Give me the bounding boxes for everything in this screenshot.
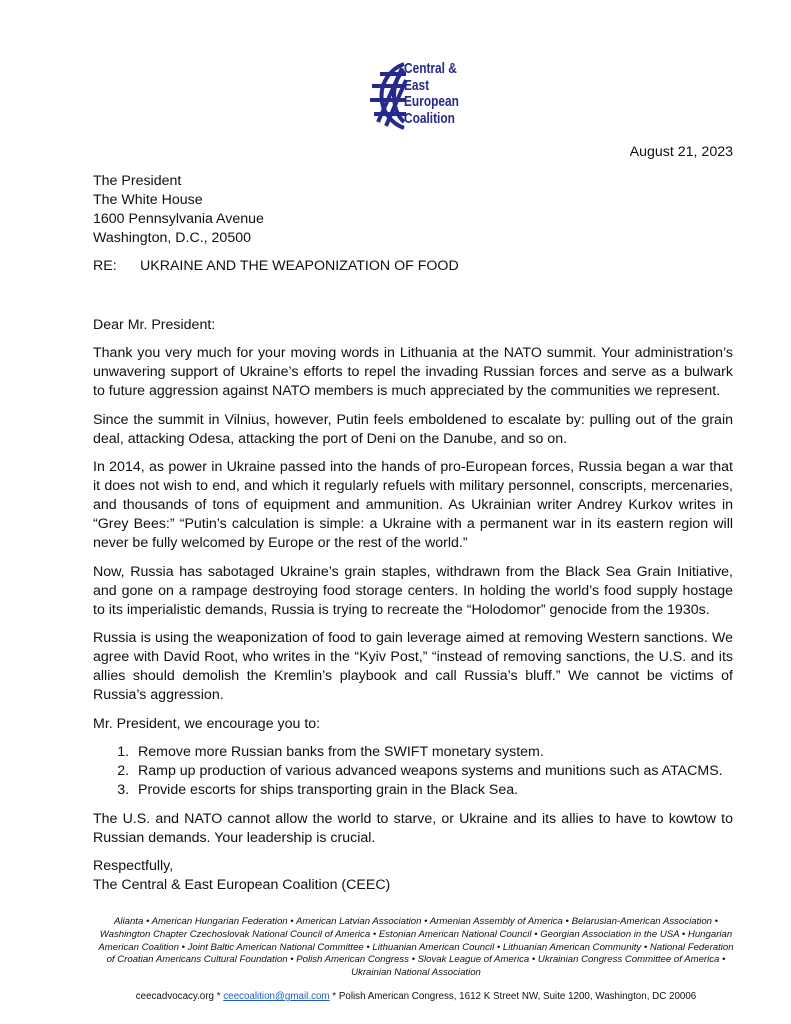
re-label: RE: (93, 258, 117, 274)
member-organizations: Alianta • American Hungarian Federation • American Latvian Association • Armenian Assembly of America • Belarusian-American Association • Washington Chapter Czechoslovak National Council of America • Estonian American National Council • Georgian Association in the USA • Hungarian American Coalition • Joint Baltic American National Committee • Lithuanian American Council • Lithuanian American Community • National Federation of Croatian Americans Cultural Foundation • Polish American Congress • Slovak League of America • Ukrainian Congress Committee of America • Ukrainian National Association (98, 916, 734, 979)
signoff: Respectfully, (93, 858, 174, 874)
email-link[interactable]: ceecoalition@gmail.com (223, 991, 330, 1002)
request-list (93, 743, 733, 800)
signature: The Central & East European Coalition (CEEC) (93, 877, 391, 893)
logo-line: Central & (404, 61, 457, 77)
closing-paragraph: The U.S. and NATO cannot allow the world to starve, or Ukraine and its allies to have to kowtow to Russian demands. Your leadership is crucial. (93, 810, 733, 846)
separator: * (213, 991, 224, 1002)
letter-body (93, 316, 733, 895)
logo-line: East (404, 77, 430, 94)
paragraph: Thank you very much for your moving words in Lithuania at the NATO summit. Your administration’s unwavering support of Ukraine’s efforts to repel the invading Russian forces and serve as a bulwark to future aggression against NATO members is much appreciated by the communities we represent. (93, 345, 733, 399)
paragraph: Mr. President, we encourage you to: (93, 715, 321, 732)
request-item: 1. Remove more Russian banks from the SWIFT monetary system. (133, 743, 733, 762)
postal-address: Polish American Congress, 1612 K Street NW, Suite 1200, Washington, DC 20006 (338, 991, 697, 1002)
re-subject: UKRAINE AND THE WEAPONIZATION OF FOOD (140, 258, 459, 274)
logo-text (404, 61, 459, 127)
address-line: The President (93, 173, 182, 189)
address-line: The White House (93, 192, 203, 208)
website-link: ceecadvocacy.org (135, 991, 214, 1002)
paragraph: In 2014, as power in Ukraine passed into the hands of pro-European forces, Russia began a war that it does not wish to end, and which it regularly refuels with military personnel, conscripts, mercenaries, and thousands of tons of equipment and ammunition. As Ukrainian writer Andrey Kurkov writes in “Grey Bees:” “Putin’s calculation is simple: a Ukraine with a permanent war in its eastern region will never be fully welcomed by Europe or the rest of the world.” (93, 459, 733, 551)
logo-line: Coalition (404, 110, 455, 127)
contact-line (96, 991, 736, 1002)
recipient-address (93, 172, 733, 248)
ceec-logo (366, 58, 466, 136)
request-item: 2. Ramp up production of various advanced weapons systems and munitions such as ATACMS. (133, 762, 733, 781)
paragraph: Russia is using the weaponization of food to gain leverage aimed at removing Western sanctions. We agree with David Root, who writes in the “Kyiv Post,” “instead of removing sanctions, the U.S. and its allies should demolish the Kremlin’s playbook and call Russia’s bluff.” We cannot be victims of Russia’s aggression. (93, 630, 733, 703)
separator: * (329, 991, 339, 1002)
letter-date: August 21, 2023 (629, 144, 733, 160)
paragraph: Now, Russia has sabotaged Ukraine’s grain staples, withdrawn from the Black Sea Grain Initiative, and gone on a rampage destroying food storage centers. In holding the world’s food supply hostage to its imperialistic demands, Russia is trying to recreate the “Holodomor” genocide from the 1930s. (93, 563, 733, 618)
address-line: Washington, D.C., 20500 (93, 230, 251, 246)
paragraph: Since the summit in Vilnius, however, Putin feels emboldened to escalate by: pulling out of the grain deal, attacking Odesa, attacking the port of Deni on the Danube, and so on. (93, 411, 733, 447)
salutation: Dear Mr. President: (93, 317, 216, 333)
logo-line: European (404, 94, 459, 110)
subject-line (93, 258, 459, 274)
address-line: 1600 Pennsylvania Avenue (93, 211, 264, 227)
request-item: 3. Provide escorts for ships transporting grain in the Black Sea. (133, 781, 733, 800)
